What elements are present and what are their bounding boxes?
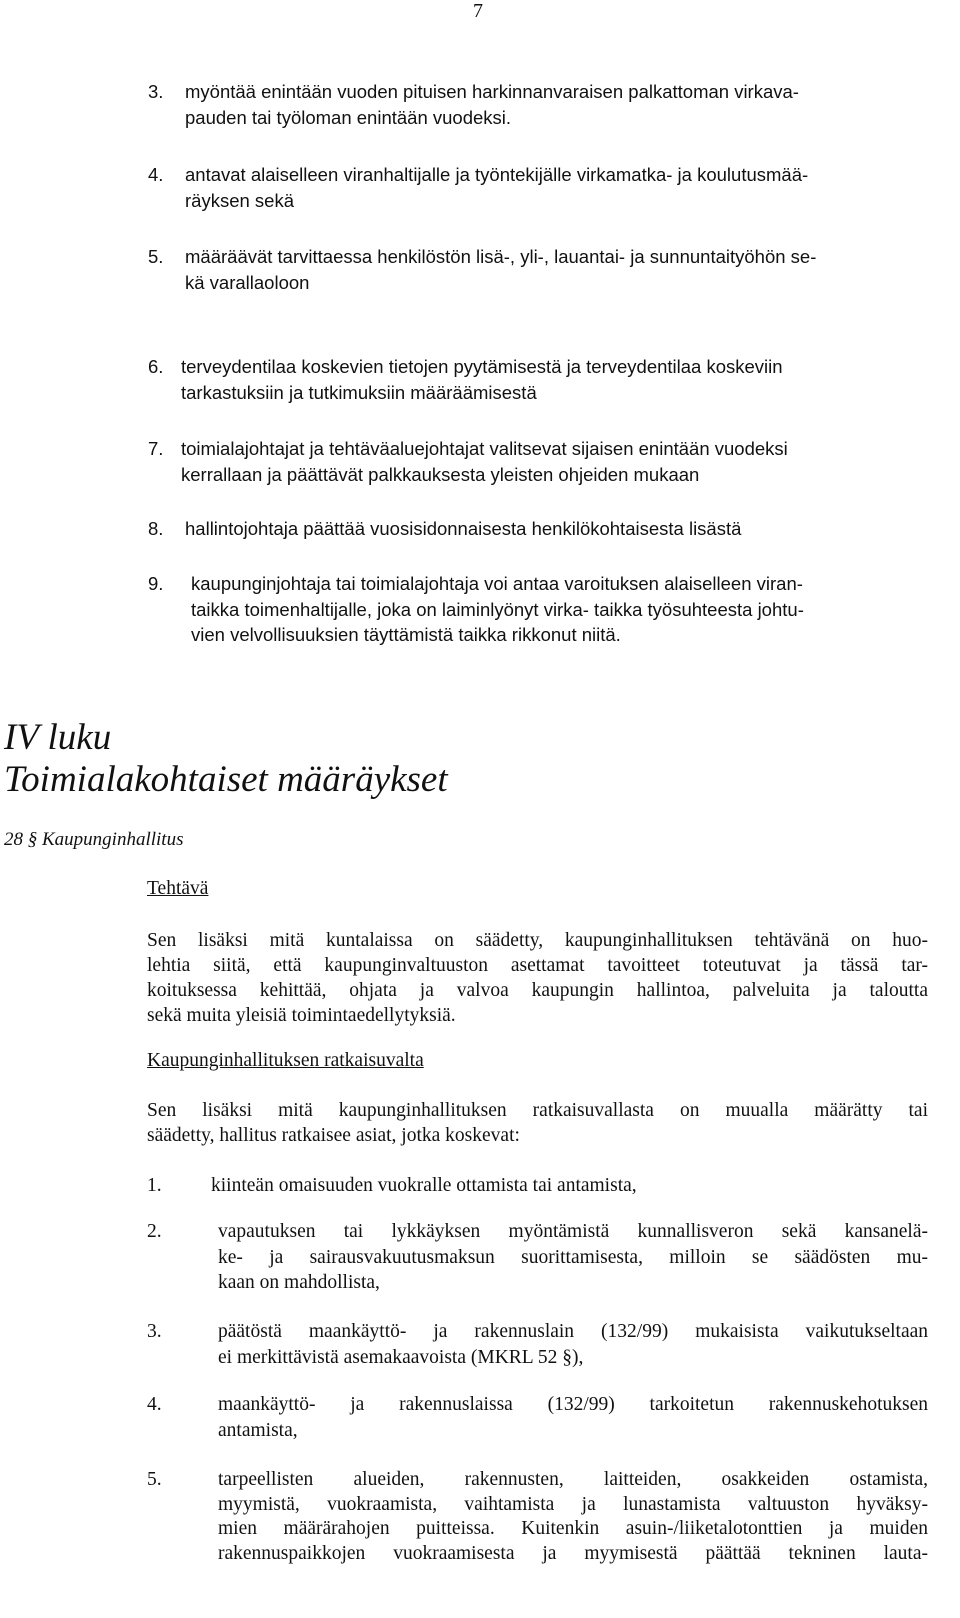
list-item <box>148 516 908 542</box>
list-item-number: 2. <box>147 1221 162 1242</box>
list-item-number: 9. <box>148 573 164 594</box>
list-item <box>147 1173 928 1199</box>
paragraph-line: sekä muita yleisiä toimintaedellytyksiä. <box>147 1005 456 1026</box>
list-item-line: antamista, <box>218 1419 298 1441</box>
list-item-number: 7. <box>148 438 164 459</box>
paragraph-line: Sen lisäksi mitä kaupunginhallituksen ratkaisuvallasta on muualla määrätty tai <box>147 1100 928 1121</box>
list-item <box>147 1468 928 1566</box>
list-item <box>148 244 908 295</box>
list-item-line: maankäyttö- ja rakennuslaissa (132/99) tarkoitetun rakennuskehotuksen <box>218 1394 928 1415</box>
list-item-line: taikka toimenhaltijalle, joka on laiminlyönyt virka- taikka työsuhteesta johtu- <box>191 598 804 620</box>
list-item-line: määräävät tarvittaessa henkilöstön lisä-, yli-, lauantai- ja sunnuntaityöhön se- <box>185 246 817 267</box>
list-item <box>147 1219 928 1296</box>
list-item-line: tarpeellisten alueiden, rakennusten, laitteiden, osakkeiden ostamista, <box>218 1469 928 1490</box>
paragraph-line: Sen lisäksi mitä kuntalaissa on säädetty, kaupunginhallituksen tehtävänä on huo- <box>147 930 928 951</box>
list-item-line: vapautuksen tai lykkäyksen myöntämistä kunnallisveron sekä kansanelä- <box>218 1221 928 1242</box>
list-item-number: 5. <box>147 1469 162 1490</box>
list-item-line: ei merkittävistä asemakaavoista (MKRL 52 §), <box>218 1346 584 1368</box>
page-number: 7 <box>473 0 483 22</box>
task-paragraph <box>147 928 928 1028</box>
chapter-number: IV luku <box>4 717 112 758</box>
list-item-line: rakennuspaikkojen vuokraamisesta ja myymisestä päättää tekninen lauta- <box>218 1542 928 1564</box>
list-item-number: 1. <box>147 1175 162 1196</box>
list-item <box>148 571 928 648</box>
chapter-title: Toimialakohtaiset määräykset <box>4 759 448 800</box>
list-item-line: vien velvollisuuksien täyttämistä taikka rikkonut niitä. <box>191 624 621 645</box>
authority-heading: Kaupunginhallituksen ratkaisuvalta <box>147 1050 424 1071</box>
list-item-line: kä varallaoloon <box>185 271 310 293</box>
paragraph-line: säädetty, hallitus ratkaisee asiat, jotka koskevat: <box>147 1125 520 1146</box>
list-item-line: toimialajohtajat ja tehtäväaluejohtajat valitsevat sijaisen enintään vuodeksi <box>181 438 788 459</box>
list-item-number: 4. <box>147 1394 162 1415</box>
paragraph-line: koituksessa kehittää, ohjata ja valvoa kaupungin hallintoa, palveluita ja taloutta <box>147 980 928 1001</box>
list-item-line: räyksen sekä <box>185 189 294 211</box>
list-item <box>148 436 908 487</box>
list-item-number: 5. <box>148 246 164 267</box>
list-item-line: kaan on mahdollista, <box>218 1272 380 1293</box>
list-item-line: kerrallaan ja päättävät palkkauksesta yleisten ohjeiden mukaan <box>181 463 700 485</box>
task-heading: Tehtävä <box>147 878 209 899</box>
list-item-number: 8. <box>148 518 164 539</box>
list-item-line: mien määrärahojen puitteissa. Kuitenkin asuin-/liiketalotonttien ja muiden <box>218 1518 928 1539</box>
authority-paragraph <box>147 1098 928 1148</box>
list-item <box>147 1319 928 1370</box>
list-item-number: 6. <box>148 356 164 377</box>
list-item-line: pauden tai työloman enintään vuodeksi. <box>185 106 512 128</box>
list-item-line: kaupunginjohtaja tai toimialajohtaja voi antaa varoituksen alaiselleen viran- <box>191 573 803 594</box>
list-item <box>147 1392 928 1443</box>
list-item-line: hallintojohtaja päättää vuosisidonnaisesta henkilökohtaisesta lisästä <box>185 518 742 539</box>
list-item-line: myöntää enintään vuoden pituisen harkinnanvaraisen palkattoman virkava- <box>185 81 799 102</box>
list-item <box>148 79 908 130</box>
list-item-number: 3. <box>148 81 164 102</box>
section-title: 28 § Kaupunginhallitus <box>4 829 184 850</box>
list-item-number: 3. <box>147 1321 162 1342</box>
list-item <box>148 162 908 213</box>
list-item-line: antavat alaiselleen viranhaltijalle ja työntekijälle virkamatka- ja koulutusmää- <box>185 164 809 185</box>
list-item-line: kiinteän omaisuuden vuokralle ottamista tai antamista, <box>211 1175 637 1196</box>
list-item-line: tarkastuksiin ja tutkimuksiin määräämisestä <box>181 381 537 403</box>
list-item-line: päätöstä maankäyttö- ja rakennuslain (132/99) mukaisista vaikutukseltaan <box>218 1321 928 1342</box>
list-item-line: myymistä, vuokraamista, vaihtamista ja lunastamista valtuuston hyväksy- <box>218 1493 928 1515</box>
list-item-line: ke- ja sairausvakuutusmaksun suorittamisesta, milloin se säädösten mu- <box>218 1246 928 1268</box>
list-item-number: 4. <box>148 164 164 185</box>
list-item-line: terveydentilaa koskevien tietojen pyytämisestä ja terveydentilaa koskeviin <box>181 356 783 377</box>
list-item <box>148 354 908 405</box>
paragraph-line: lehtia siitä, että kaupunginvaltuuston asettamat tavoitteet toteutuvat ja tässä tar- <box>147 955 928 976</box>
